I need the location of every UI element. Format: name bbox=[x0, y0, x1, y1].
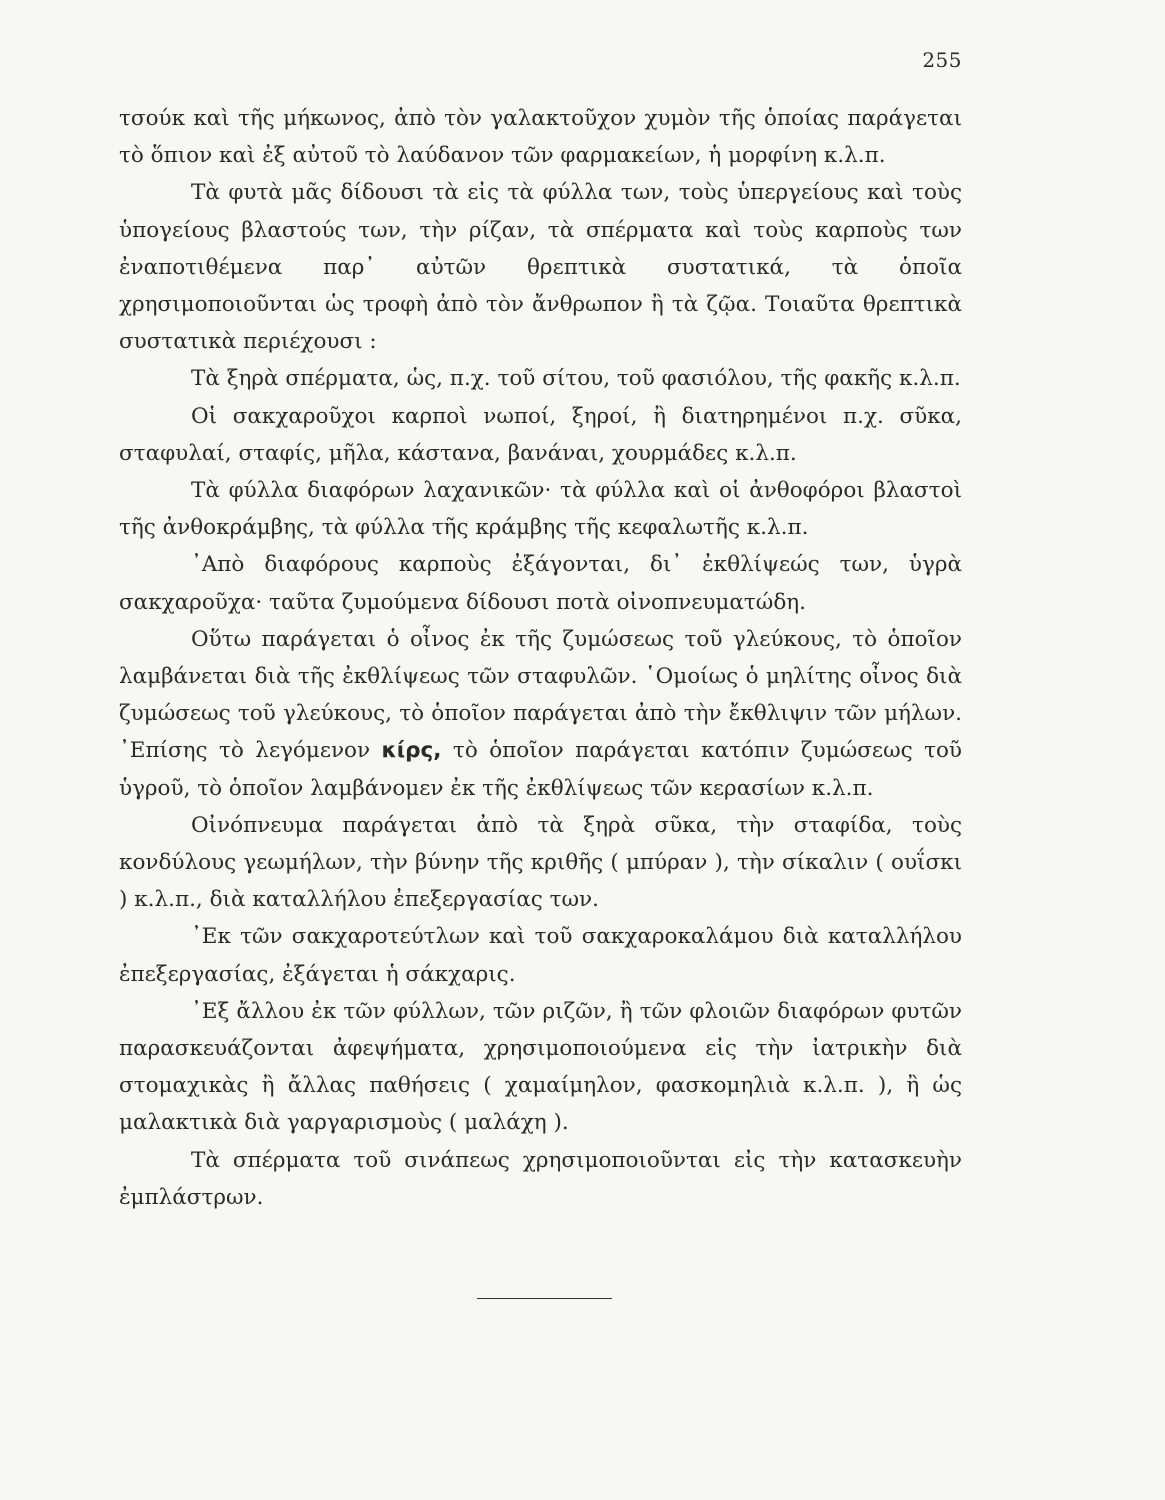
body-text bbox=[119, 100, 962, 1216]
paragraph: Τὰ σπέρματα τοῦ σινάπεως χρησιμοποιοῦνται εἰς τὴν κατασκευὴν ἐμπλάστρων. bbox=[119, 1147, 962, 1210]
page-number: 255 bbox=[922, 48, 962, 72]
paragraph-text: τὸ ὁποῖον παράγεται κατόπιν ζυμώσεως τοῦ ὑγροῦ, τὸ ὁποῖον λαμβάνομεν ἐκ τῆς ἐκθλίψεως τῶν κερασίων κ.λ.π. bbox=[119, 738, 962, 801]
paragraph: ᾽Εκ τῶν σακχαροτεύτλων καὶ τοῦ σακχαροκαλάμου διὰ καταλλήλου ἐπεξεργασίας, ἐξάγεται ἡ σάκχαρις. bbox=[119, 924, 962, 987]
bold-term-kir: κίρς, bbox=[381, 738, 442, 764]
paragraph: τσούκ καὶ τῆς μήκωνος, ἀπὸ τὸν γαλακτοῦχον χυμὸν τῆς ὁποίας παράγεται τὸ ὅπιον καὶ ἐξ αὐτοῦ τὸ λαύδανον τῶν φαρμακείων, ἡ μορφίνη κ.λ.π. bbox=[119, 106, 962, 169]
paragraph: ᾽Εξ ἄλλου ἐκ τῶν φύλλων, τῶν ριζῶν, ἢ τῶν φλοιῶν διαφόρων φυτῶν παρασκευάζονται ἀφεψήματα, χρησιμοποιούμενα εἰς τὴν ἰατρικὴν διὰ στομαχικὰς ἢ ἄλλας παθήσεις ( χαμαίμηλον, φασκομηλιὰ κ.λ.π. ), ἢ ὡς μαλακτικὰ διὰ γαργαρισμοὺς ( μαλάχη ). bbox=[119, 998, 962, 1136]
paragraph: Τὰ φύλλα διαφόρων λαχανικῶν· τὰ φύλλα καὶ οἱ ἀνθοφόροι βλαστοὶ τῆς ἀνθοκράμβης, τὰ φύλλα τῆς κράμβης τῆς κεφαλωτῆς κ.λ.π. bbox=[119, 478, 962, 541]
paragraph-wine bbox=[119, 621, 962, 807]
paragraph: Οἰνόπνευμα παράγεται ἀπὸ τὰ ξηρὰ σῦκα, τὴν σταφίδα, τοὺς κονδύλους γεωμήλων, τὴν βύνην τῆς κριθῆς ( μπύραν ), τὴν σίκαλιν ( ουΐσκι ) κ.λ.π., διὰ καταλλήλου ἐπεξεργασίας των. bbox=[119, 812, 962, 913]
paragraph: Οἱ σακχαροῦχοι καρποὶ νωποί, ξηροί, ἢ διατηρημένοι π.χ. σῦκα, σταφυλαί, σταφίς, μῆλα, κάστανα, βανάναι, χουρμάδες κ.λ.π. bbox=[119, 403, 962, 466]
paragraph-text: Οὕτω παράγεται ὁ οἶνος ἐκ τῆς ζυμώσεως τοῦ γλεύκους, τὸ ὁποῖον λαμβάνεται διὰ τῆς ἐκθλίψεως τῶν σταφυλῶν. ῾Ομοίως ὁ μηλίτης οἶνος διὰ ζυμώσεως τοῦ γλεύκους, τὸ ὁποῖον παράγεται ἀπὸ τὴν ἔκθλιψιν τῶν μήλων. ᾽Επίσης τὸ λεγόμενον bbox=[119, 626, 962, 764]
paragraph: Τὰ φυτὰ μᾶς δίδουσι τὰ εἰς τὰ φύλλα των, τοὺς ὑπεργείους καὶ τοὺς ὑπογείους βλαστούς των, τὴν ρίζαν, τὰ σπέρματα καὶ τοὺς καρποὺς των ἐναποτιθέμενα παρ᾽ αὐτῶν θρεπτικὰ συστατικά, τὰ ὁποῖα χρησιμοποιοῦνται ὡς τροφὴ ἀπὸ τὸν ἄνθρωπον ἢ τὰ ζῷα. Τοιαῦτα θρεπτικὰ συστατικὰ περιέχουσι : bbox=[119, 180, 962, 355]
section-end-rule bbox=[477, 1298, 612, 1299]
paragraph: ᾽Απὸ διαφόρους καρποὺς ἐξάγονται, δι᾽ ἐκθλίψεώς των, ὑγρὰ σακχαροῦχα· ταῦτα ζυμούμενα δίδουσι ποτὰ οἰνοπνευματώδη. bbox=[119, 552, 962, 615]
paragraph: Τὰ ξηρὰ σπέρματα, ὡς, π.χ. τοῦ σίτου, τοῦ φασιόλου, τῆς φακῆς κ.λ.π. bbox=[191, 366, 961, 392]
